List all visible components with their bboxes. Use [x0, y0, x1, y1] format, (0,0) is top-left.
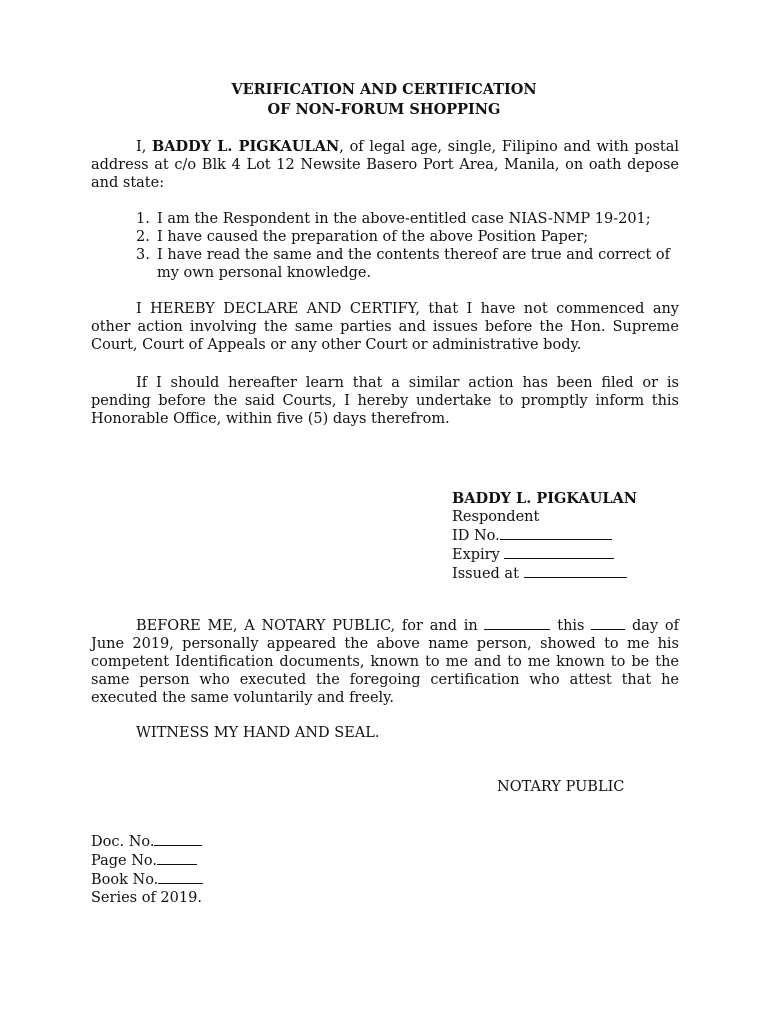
- book-number-line: Book No.: [91, 870, 203, 889]
- signature-block: [452, 490, 637, 583]
- notary-public-label: NOTARY PUBLIC: [497, 779, 625, 795]
- id-number-line: ID No.: [452, 526, 637, 545]
- place-blank: [484, 616, 550, 630]
- item-text: I have caused the preparation of the above Position Paper;: [157, 229, 589, 245]
- issued-at-line: Issued at: [452, 564, 637, 583]
- intro-rest: , of legal age, single, Filipino and with postal address at c/o Blk 4 Lot 12 Newsite Basero Port Area, Manila, on oath depose and state:: [91, 139, 680, 191]
- item-number: 1.: [136, 211, 150, 227]
- signatory-role: Respondent: [452, 509, 540, 525]
- intro-paragraph: [91, 138, 679, 192]
- item-text: I have read the same and the contents thereof are true and correct of my own personal knowledge.: [157, 247, 671, 281]
- statement-list: [91, 210, 679, 282]
- page-number-line: Page No.: [91, 851, 203, 870]
- document-registry: [91, 832, 203, 907]
- item-number: 3.: [136, 247, 150, 263]
- declaration-paragraph: I HEREBY DECLARE AND CERTIFY, that I have not commenced any other action involving the same parties and issues before the Hon. Supreme Court, Court of Appeals or any other Court or administrative body.: [91, 301, 679, 353]
- expiry-line: Expiry: [452, 545, 637, 564]
- item-text: I am the Respondent in the above-entitled case NIAS-NMP 19-201;: [157, 211, 651, 227]
- doc-number-line: Doc. No.: [91, 832, 203, 851]
- list-item: [91, 210, 679, 228]
- day-blank: [591, 616, 625, 630]
- affiant-name: BADDY L. PIGKAULAN: [152, 138, 340, 155]
- item-number: 2.: [136, 229, 150, 245]
- document-title-line2: OF NON-FORUM SHOPPING: [267, 101, 501, 118]
- undertaking-paragraph: If I should hereafter learn that a similar action has been filed or is pending before the said Courts, I hereby undertake to promptly inform this Honorable Office, within five (5) days therefrom.: [91, 375, 679, 427]
- list-item: [91, 246, 679, 282]
- series-line: Series of 2019.: [91, 890, 202, 906]
- list-item: [91, 228, 679, 246]
- intro-prefix: I,: [136, 139, 153, 155]
- notary-paragraph: BEFORE ME, A NOTARY PUBLIC, for and in this day of June 2019, personally appeared the above name person, showed to me his competent Identification documents, known to me and to me known to be the same person who executed the foregoing certification who attest that he executed the same voluntarily and freely.: [91, 618, 680, 706]
- signatory-name: BADDY L. PIGKAULAN: [452, 490, 638, 507]
- document-title-line1: VERIFICATION AND CERTIFICATION: [231, 81, 537, 98]
- witness-line: WITNESS MY HAND AND SEAL.: [136, 725, 380, 741]
